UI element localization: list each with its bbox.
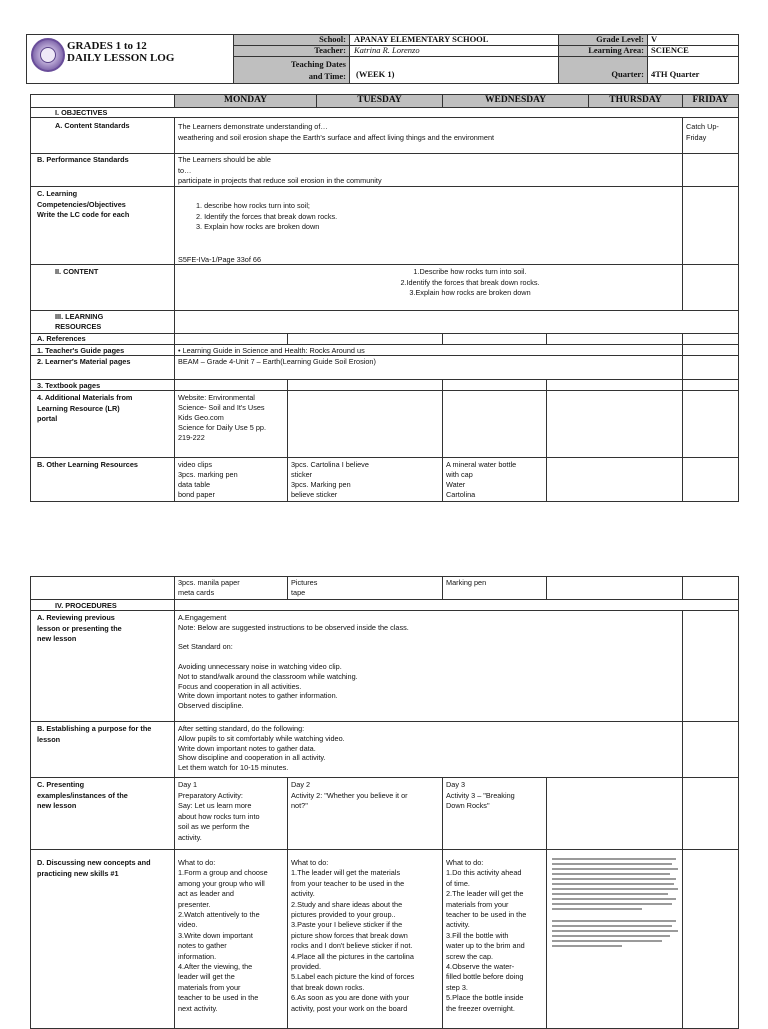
other-tue: 3pcs. Cartolina I believe sticker 3pcs. Marking pen believe sticker [291, 460, 369, 499]
other-fri-cell [682, 457, 739, 502]
school-label: School: [319, 34, 346, 44]
purpose-text: After setting standard, do the following: Allow pupils to sit comfortably while watching video. Write down important notes to gather data. Show discipline and cooperation in all activity. Let them watch for 10-15 minutes. [178, 724, 345, 773]
grade-value: V [651, 34, 658, 44]
p2-cont-thu-cell [546, 576, 683, 600]
area-label: Learning Area: [588, 45, 644, 55]
friday-catch-up: Catch Up- Friday [686, 122, 719, 142]
other-label: B. Other Learning Resources [37, 460, 138, 469]
review-text: A.Engagement Note: Below are suggested instructions to be observed inside the class. Set Standard on: Avoiding unnecessary noise in watching video clip. Not to stand/walk around the classroom while watching. Focus and cooperation in all activities. Write down important notes to gather information. Observed discipline. [178, 613, 409, 711]
dates-value: (WEEK 1) [356, 69, 395, 79]
area-value: SCIENCE [651, 45, 689, 55]
purpose-label: B. Establishing a purpose for the lesson [37, 724, 152, 744]
day-label-friday: FRIDAY [692, 95, 729, 105]
procedures-label: IV. PROCEDURES [55, 601, 117, 610]
friday-cell-4 [682, 264, 739, 311]
teacher-value: Katrina R. Lorenzo [354, 45, 420, 55]
content-label-cell [30, 264, 175, 311]
presenting-mon: Day 1 Preparatory Activity: Say: Let us learn more about how rocks turn into soil as we perform the activity. [178, 780, 260, 842]
friday-cell-3 [682, 186, 739, 265]
p2-cont-wed: Marking pen [446, 578, 487, 587]
addl-fri [682, 390, 739, 458]
discussing-mon: What to do: 1.Form a group and choose among your group who will act as leader and presenter. 2.Watch attentively to the video. 3.Write down important notes to gather information. 4.After the viewing, the leader will get the materials from your teacher to be used in the next activity. [178, 858, 268, 1013]
p2-cont-fri-cell [682, 576, 739, 600]
school-value: APANAY ELEMENTARY SCHOOL [354, 34, 489, 44]
p2-cont-label-cell [30, 576, 175, 600]
presenting-thu-cell [546, 777, 683, 850]
day-label-wednesday: WEDNESDAY [485, 95, 546, 105]
lm-text: BEAM – Grade 4-Unit 7 – Earth(Learning Guide Soil Erosion) [178, 357, 376, 366]
perf-std-label: B. Performance Standards [37, 155, 129, 164]
perf-std-text: The Learners should be able to… participate in projects that reduce soil erosion in the community [178, 155, 382, 185]
discussing-label: D. Discussing new concepts and practicing new skills #1 [37, 858, 151, 878]
addl-text: Website: Environmental Science- Soil and It's Uses Kids Geo.com Science for Daily Use 5 pp. 219-222 [178, 393, 267, 442]
addl-label: 4. Additional Materials from Learning Resource (LR) portal [37, 393, 133, 423]
presenting-wed: Day 3 Activity 3 – "Breaking Down Rocks" [446, 780, 515, 810]
p2-cont-mon: 3pcs. manila paper meta cards [178, 578, 240, 597]
objectives-label: I. OBJECTIVES [55, 108, 108, 117]
lc-code: S5FE-IVa-1/Page 33of 66 [178, 255, 262, 264]
resources-label: III. LEARNING RESOURCES [55, 312, 104, 331]
lc-items: 1. describe how rocks turn into soil; 2. Identify the forces that break down rocks. 3. Explain how rocks are broken down [196, 201, 338, 231]
other-wed: A mineral water bottle with cap Water Cartolina [446, 460, 517, 499]
other-thu-cell [546, 457, 683, 502]
resources-span-cell [174, 310, 739, 334]
friday-cell-2 [682, 153, 739, 187]
presenting-tue: Day 2 Activity 2: "Whether you believe it or not?" [291, 780, 408, 810]
purpose-fri-cell [682, 721, 739, 778]
content-std-label: A. Content Standards [55, 121, 130, 130]
addl-thu [546, 390, 683, 458]
addl-wed [442, 390, 547, 458]
review-fri-cell [682, 610, 739, 722]
discussing-wed: What to do: 1.Do this activity ahead of time. 2.The leader will get the materials from your teacher to be used in the activity. 3.Fill the bottle with water up to the brim and screw the cap. 4.Observe the water- filled bottle before doing step 3. 5.Place the bottle inside the freezer overnight. [446, 858, 527, 1013]
tg-text: • Learning Guide in Science and Health: Rocks Around us [178, 346, 365, 355]
other-mon: video clips 3pcs. marking pen data table bond paper [178, 460, 238, 499]
lm-fri [682, 355, 739, 380]
teacher-label: Teacher: [314, 45, 346, 55]
quarter-label: Quarter: [611, 69, 644, 79]
review-label: A. Reviewing previous lesson or presenting the new lesson [37, 613, 122, 643]
day-label-tuesday: TUESDAY [357, 95, 402, 105]
dates-label: Teaching Dates and Time: [290, 59, 346, 81]
references-label: A. References [37, 334, 86, 343]
content-label: II. CONTENT [55, 267, 99, 276]
tb-label: 3. Textbook pages [37, 381, 101, 390]
day-header-blank [30, 94, 175, 108]
lm-label: 2. Learner's Material pages [37, 357, 131, 366]
grade-label: Grade Level: [596, 34, 644, 44]
p2-cont-tue: Pictures tape [291, 578, 318, 597]
day-label-thursday: THURSDAY [609, 95, 662, 105]
log-title-1: GRADES 1 to 12 [67, 40, 147, 52]
tg-label: 1. Teacher's Guide pages [37, 346, 125, 355]
pasted-reading-image [552, 858, 682, 958]
presenting-fri-cell [682, 777, 739, 850]
quarter-value: 4TH Quarter [651, 69, 700, 79]
discussing-tue: What to do: 1.The leader will get the materials from your teacher to be used in the activity. 2.Study and share ideas about the pictures provided to your group.. 3.Paste your I believe sticker if the picture show forces that break down rocks and I don't believe sticker if not. 4.Place all the pictures in the cartolina provided. 5.Label each picture the kind of forces that break down rocks. 6.As soon as you are done with your activity, post your work on the board [291, 858, 415, 1013]
content-text: 1.Describe how rocks turn into soil. 2.Identify the forces that break down rocks. 3.Explain how rocks are broken down [400, 267, 540, 297]
addl-tue [287, 390, 443, 458]
presenting-label: C. Presenting examples/instances of the new lesson [37, 780, 128, 810]
log-title-2: DAILY LESSON LOG [67, 52, 175, 64]
content-std-text: The Learners demonstrate understanding of… weathering and soil erosion shape the Earth's surface and affect living things and the environment [178, 122, 495, 142]
day-label-monday: MONDAY [224, 95, 267, 105]
lc-label: C. Learning Competencies/Objectives Write the LC code for each [37, 189, 130, 219]
discussing-fri-cell [682, 849, 739, 1029]
